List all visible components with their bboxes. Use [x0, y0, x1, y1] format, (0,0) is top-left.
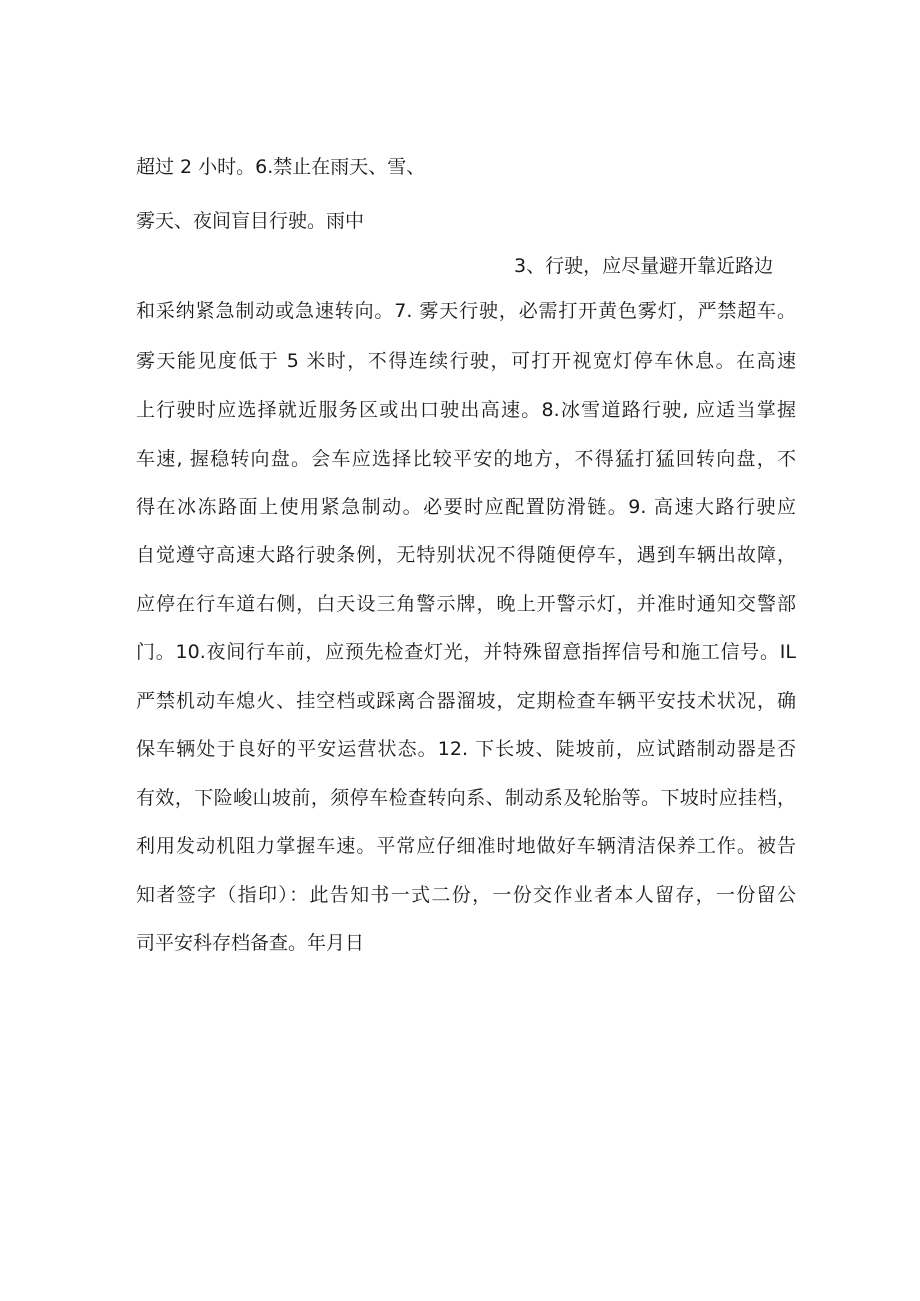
text-line-16: 知者签字（指印）：此告知书一式二份，一份交作业者本人留存，一份留公 [136, 884, 796, 906]
text-line-5: 雾天能见度低于 5 米时，不得连续行驶，可打开视宽灯停车休息。在高速 [136, 350, 796, 372]
text-line-4: 和采纳紧急制动或急速转向。7. 雾天行驶，必需打开黄色雾灯，严禁超车。 [136, 300, 796, 322]
text-line-3: 3、行驶，应尽量避开靠近路边 [514, 255, 774, 277]
text-line-6: 上行驶时应选择就近服务区或出口驶出高速。8.冰雪道路行驶, 应适当掌握 [136, 399, 796, 421]
text-line-1: 超过 2 小时。6.禁止在雨天、雪、 [136, 156, 426, 178]
text-line-14: 有效，下险峻山坡前，须停车检查转向系、制动系及轮胎等。下坡时应挂档， [136, 787, 796, 809]
text-line-7: 车速, 握稳转向盘。会车应选择比较平安的地方，不得猛打猛回转向盘，不 [136, 448, 796, 470]
text-line-12: 严禁机动车熄火、挂空档或踩离合器溜坡，定期检查车辆平安技术状况，确 [136, 690, 796, 712]
text-line-17: 司平安科存档备查。年月日 [136, 932, 365, 954]
text-line-13: 保车辆处于良好的平安运营状态。12. 下长坡、陡坡前，应试踏制动器是否 [136, 738, 796, 760]
text-line-10: 应停在行车道右侧，白天设三角警示牌，晚上开警示灯，并准时通知交警部 [136, 593, 796, 615]
text-line-11: 门。10.夜间行车前，应预先检查灯光，并特殊留意指挥信号和施工信号。IL [136, 641, 796, 663]
text-line-15: 利用发动机阻力掌握车速。平常应仔细准时地做好车辆清洁保养工作。被告 [136, 835, 796, 857]
text-line-2: 雾天、夜间盲目行驶。雨中 [136, 210, 365, 232]
text-line-8: 得在冰冻路面上使用紧急制动。必要时应配置防滑链。9. 高速大路行驶应 [136, 496, 796, 518]
text-line-9: 自觉遵守高速大路行驶条例，无特别状况不得随便停车，遇到车辆出故障， [136, 544, 796, 566]
